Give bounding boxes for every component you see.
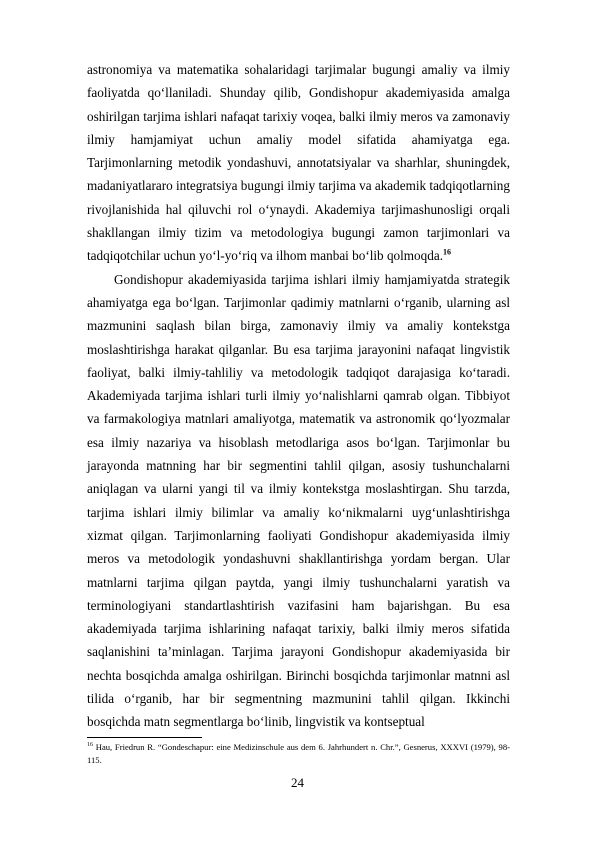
main-text	[87, 58, 510, 734]
footnote-text: Hau, Friedrun R. “Gondeschapur: eine Medizinschule aus dem 6. Jahrhundert n. Chr.”, Gesnerus, XXXVI (1979), 98-115.	[87, 742, 510, 765]
paragraph-1	[87, 58, 510, 268]
footnote-divider	[87, 737, 202, 738]
footnote	[87, 741, 510, 766]
paragraph-2: Gondishopur akademiyasida tarjima ishlari ilmiy hamjamiyatda strategik ahamiyatga ega bo‘lgan. Tarjimonlar qadimiy matnlarni o‘rganib, ularning asl mazmunini saqlash bilan birga, zamonaviy ilmiy va amaliy kontekstga moslashtirishga harakat qilganlar. Bu esa tarjima jarayonini nafaqat lingvistik faoliyat, balki ilmiy-tahliliy va metodologik tadqiqot darajasiga ko‘taradi. Akademiyada tarjima ishlari turli ilmiy yo‘nalishlarni qamrab olgan. Tibbiyot va farmakologiya matnlari amaliyotga, matematik va astronomik qo‘lyozmalar esa ilmiy nazariya va hisoblash metodlariga asos bo‘lgan. Tarjimonlar bu jarayonda matnning har bir segmentini tahlil qilgan, asosiy tushunchalarni aniqlagan va ularni yangi til va ilmiy kontekstga moslashtirgan. Shu tarzda, tarjima ishlari ilmiy bilimlar va amaliy ko‘nikmalarni uyg‘unlashtirishga xizmat qilgan. Tarjimonlarning faoliyati Gondishopur akademiyasida ilmiy meros va metodologik yondashuvni shakllantirishga yordam bergan. Ular matnlarni tarjima qilgan paytda, yangi ilmiy tushunchalarni yaratish va terminologiyani standartlashtirish vazifasini ham bajarishgan. Bu esa akademiyada tarjima ishlarining nafaqat tarixiy, balki ilmiy meros sifatida saqlanishini ta’minlagan. Tarjima jarayoni Gondishopur akademiyasida bir nechta bosqichda amalga oshirilgan. Birinchi bosqichda tarjimonlar matnni asl tilida o‘rganib, har bir segmentning mazmunini tahlil qilgan. Ikkinchi bosqichda matn segmentlarga bo‘linib, lingvistik va kontseptual	[87, 271, 510, 730]
page-number: 24	[291, 775, 304, 790]
paragraph-1-text: astronomiya va matematika sohalaridagi tarjimalar bugungi amaliy va ilmiy faoliyatda qo‘llaniladi. Shunday qilib, Gondishopur akademiyasida amalga oshirilgan tarjima ishlari nafaqat tarixiy voqea, balki ilmiy meros va zamonaviy ilmiy hamjamiyat uchun amaliy model sifatida ahamiyatga ega. Tarjimonlarning metodik yondashuvi, annotatsiyalar va sharhlar, shuningdek, madaniyatlararo integratsiya bugungi ilmiy tarjima va akademik tadqiqotlarning rivojlanishida hal qiluvchi rol o‘ynaydi. Akademiya tarjimashunosligi orqali shakllangan ilmiy tizim va metodologiya bugungi zamon tarjimonlari va tadqiqotchilar uchun yo‘l-yo‘riq va ilhom manbai bo‘lib qolmoqda.	[87, 62, 510, 264]
footnote-reference[interactable]: 16	[443, 247, 451, 257]
footnote-number: 16	[87, 742, 93, 749]
